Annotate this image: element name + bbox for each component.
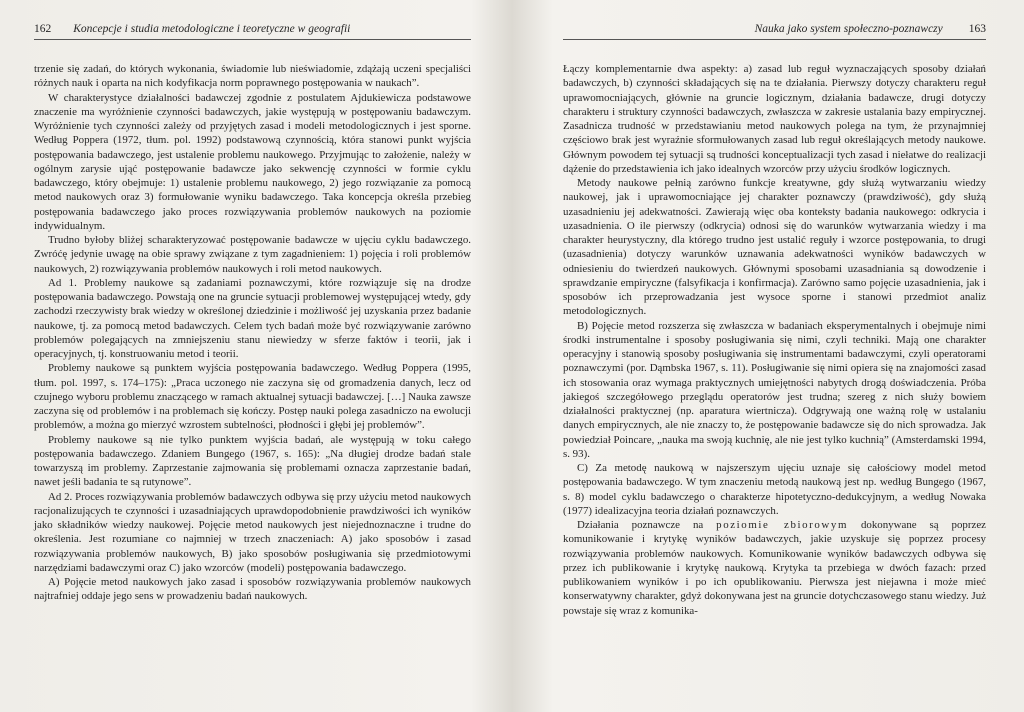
paragraph: Problemy naukowe są nie tylko punktem wyjścia badań, ale występują w toku całego postępowania badawczego. Zdaniem Bungego (1967, s. 165): „Na długiej drodze badań stale towarzyszą im problemy. Zaprzestanie zajmowania się problemami oznacza zaprzestanie badań, nawet jeśli badania te są rutynowe”. [34, 433, 471, 489]
running-head-left [34, 22, 471, 40]
paragraph: Trudno byłoby bliżej scharakteryzować postępowanie badawcze w ujęciu cyklu badawczego. Zwróćę jedynie uwagę na obie sprawy związane z tym zagadnieniem: 1) pojęcia i roli problemów naukowych, 2) rozwiązywania problemów naukowych i roli metod naukowych. [34, 234, 471, 275]
paragraph: Metody naukowe pełnią zarówno funkcje kreatywne, gdy służą wytwarzaniu wiedzy naukowej, jak i uprawomocniające jej charakter poznawczy (prawdziwość), gdy służą uzasadnieniu jej adekwatności. Zawierają więc oba konteksty badania naukowego: odkrycia i uzasadnienia. O ile pierwszy (odkrycia) odnosi się do warunków wytwarzania wiedzy i ma charakter heurystyczny, dla którego trudno jest ustalić reguły i wzorce postępowania, to drugi (uzasadnienia) dotyczy warunków uznawania adekwatności wyników badawczych w odniesieniu do twierdzeń naukowych. Głównymi sposobami uzasadniania są dowodzenie i sprawdzanie empiryczne (falsyfikacja i konfirmacja). Zarówno samo pojęcie uzasadnienia, jak i sposobów ich przeprowadzania jest wysoce sporne i stanowi przedmiot analiz metodologicznych. [563, 177, 986, 318]
paragraph: C) Za metodę naukową w najszerszym ujęciu uznaje się całościowy model metod postępowania badawczego. W tym znaczeniu metodą naukową jest np. według Bungego (1967, s. 8) model cyklu badawczego o charakterze hipotetyczno-dedukcyjnym, a według Nowaka (1977) idealizacyjna teoria działań poznawczych. [563, 462, 986, 517]
running-head-title-left: Koncepcje i studia metodologiczne i teoretyczne w geografii [73, 23, 351, 35]
paragraph: Ad 1. Problemy naukowe są zadaniami poznawczymi, które rozwiązuje się na drodze postępowania badawczego. Powstają one na gruncie sytuacji problemowej występującej wtedy, gdy zachodzi rzeczywisty brak wiedzy w określonej dziedzinie i możliwość jej uzyskania przez badanie naukowe, tj. za pomocą metod badawczych. Celem tych badań może być rozwiązywanie zarówno problemów polegających na zmniejszeniu stanu niewiedzy w sferze faktów i teorii, jak i operacyjnych, tj. konstruowaniu metod i teorii. [34, 276, 471, 360]
left-page-body [34, 62, 471, 604]
right-page [519, 0, 1024, 712]
paragraph: Ad 2. Proces rozwiązywania problemów badawczych odbywa się przy użyciu metod naukowych racjonalizujących te czynności i uzasadniających uprawdopodobnienie prawdziwości ich wyników jako składników wiedzy naukowej. Pojęcie metod naukowych jest niejednoznaczne i trudne do określenia. Jest rozumiane co najmniej w trzech znaczeniach: A) jako sposobów i zasad rozwiązywania problemów naukowych, B) jako sposobów posługiwania się przedmiotowymi narzędziami badawczymi oraz C) jako wzorców (modeli) postępowania badawczego. [34, 490, 471, 574]
paragraph: trzenie się zadań, do których wykonania, świadomie lub nieświadomie, zdążają uczeni specjaliści różnych nauk i oparta na nich kodyfikacja norm poprawnego postępowania w naukach”. [34, 63, 471, 90]
page-number-right: 163 [968, 23, 986, 35]
page-number-left: 162 [34, 23, 52, 35]
running-head-title-right: Nauka jako system społeczno-poznawczy [754, 23, 943, 35]
paragraph: Problemy naukowe są punktem wyjścia postępowania badawczego. Według Poppera (1995, tłum. pol. 1997, s. 174–175): „Praca uczonego nie zaczyna się od gromadzenia danych, lecz od czujnego wyboru problemu znaczącego w ramach aktualnej sytuacji badawczej. […] Nauka zawsze zaczyna się od problemów i na problemach się kończy. Postęp nauki polega zasadniczo na ewolucji problemów, a można go mierzyć wzrostem subtelności, płodności i głębi jej problemów”. [34, 362, 471, 432]
paragraph: A) Pojęcie metod naukowych jako zasad i sposobów rozwiązywania problemów naukowych najtrafniej oddaje jego sens w prowadzeniu badań naukowych. [34, 576, 471, 603]
paragraph-rest: dokonywane są poprzez komunikowanie i krytykę wyników badawczych, jakie uzyskuje się poprzez procesy rozwiązywania problemów naukowych. Komunikowanie wyników badawczych odbywa się przez ich publikowanie i krytykę naukową. Krytyka ta przebiega w dwóch fazach: przed publikowaniem wyników i po ich opublikowaniu. Pierwsza jest niejawna i może mieć konserwatywny charakter, gdyż dokonywana jest na gruncie dotychczasowego stanu wiedzy. Już powstaje się wraz z komunika- [563, 519, 986, 617]
emphasized-term: poziomie zbiorowym [716, 519, 849, 531]
paragraph: B) Pojęcie metod rozszerza się zwłaszcza w badaniach eksperymentalnych i obejmuje nimi środki instrumentalne i sposoby posługiwania się nimi, czyli techniki. Mają one charakter operacyjny i stanowią sposoby posługiwania się instrumentami badawczymi, czyli operatorami poznawczymi (por. Dąmbska 1967, s. 11). Posługiwanie się nimi opiera się na znajomości zasad ich stosowania oraz wymaga praktycznych umiejętności nabytych drogą doświadczenia. Próba jakiegoś szczegółowego przeglądu operatorów jest trudna; szereg z nich służy bowiem działalności praktycznej (np. aparatura wiertnicza). Odgrywają one ważną rolę w ustalaniu danych empirycznych, ale nie znaczy to, że postępowanie badawcze się do nich sprowadza. Jak powiedział Poincare, „nauka ma swoją kuchnię, ale nie jest tylko kuchnią” (Amsterdamski 1994, s. 93). [563, 319, 986, 460]
paragraph [563, 518, 986, 618]
running-head-right [563, 22, 986, 40]
paragraph: W charakterystyce działalności badawczej zgodnie z postulatem Ajdukiewicza podstawowe znaczenie ma wyróżnienie czynności badawczych, jakie występują w postępowaniu badawczym. Wyróżnienie tych czynności zależy od przyjętych zasad i modeli metodologicznych i jest sporne. Według Poppera (1972, tłum. pol. 1992) podstawową czynnością, która stanowi punkt wyjścia postępowania badawczego, jest ustalenie problemu naukowego. Przyjmując to założenie, należy w ogólnym zarysie ująć postępowanie badawcze jako sekwencję czynności w formie cyklu badawczego, który obejmuje: 1) ustalenie problemu naukowego, 2) jego rozwiązanie za pomocą metod naukowych oraz 3) formułowanie wyniku badawczego. Taka koncepcja określa przebieg postępowania badawczego jako proces rozwiązywania problemów naukowych na poziomie indywidualnym. [34, 91, 471, 232]
paragraph: Łączy komplementarnie dwa aspekty: a) zasad lub reguł wyznaczających sposoby działań badawczych, b) czynności składających się na te działania. Pierwszy dotyczy charakteru reguł uprawomocniających, głównie na gruncie logicznym, działania badawcze, drugi dotyczy charakteru i struktury czynności badawczych, zwłaszcza w zakresie ustalania bazy empirycznej. Zasadnicza trudność w przedstawianiu metod naukowych polega na tym, że przynajmniej częściowo brak jest wyraźnie sformułowanych zasad lub reguł określających metody naukowe. Głównym powodem tej sytuacji są trudności konceptualizacji tych zasad i niełatwe do realizacji dążenie do przedstawienia ich jako idealnych wzorców przy użyciu środków logicznych. [563, 63, 986, 175]
right-page-body [563, 62, 986, 618]
paragraph-lead: Działania poznawcze na [577, 519, 704, 531]
left-page [0, 0, 505, 712]
